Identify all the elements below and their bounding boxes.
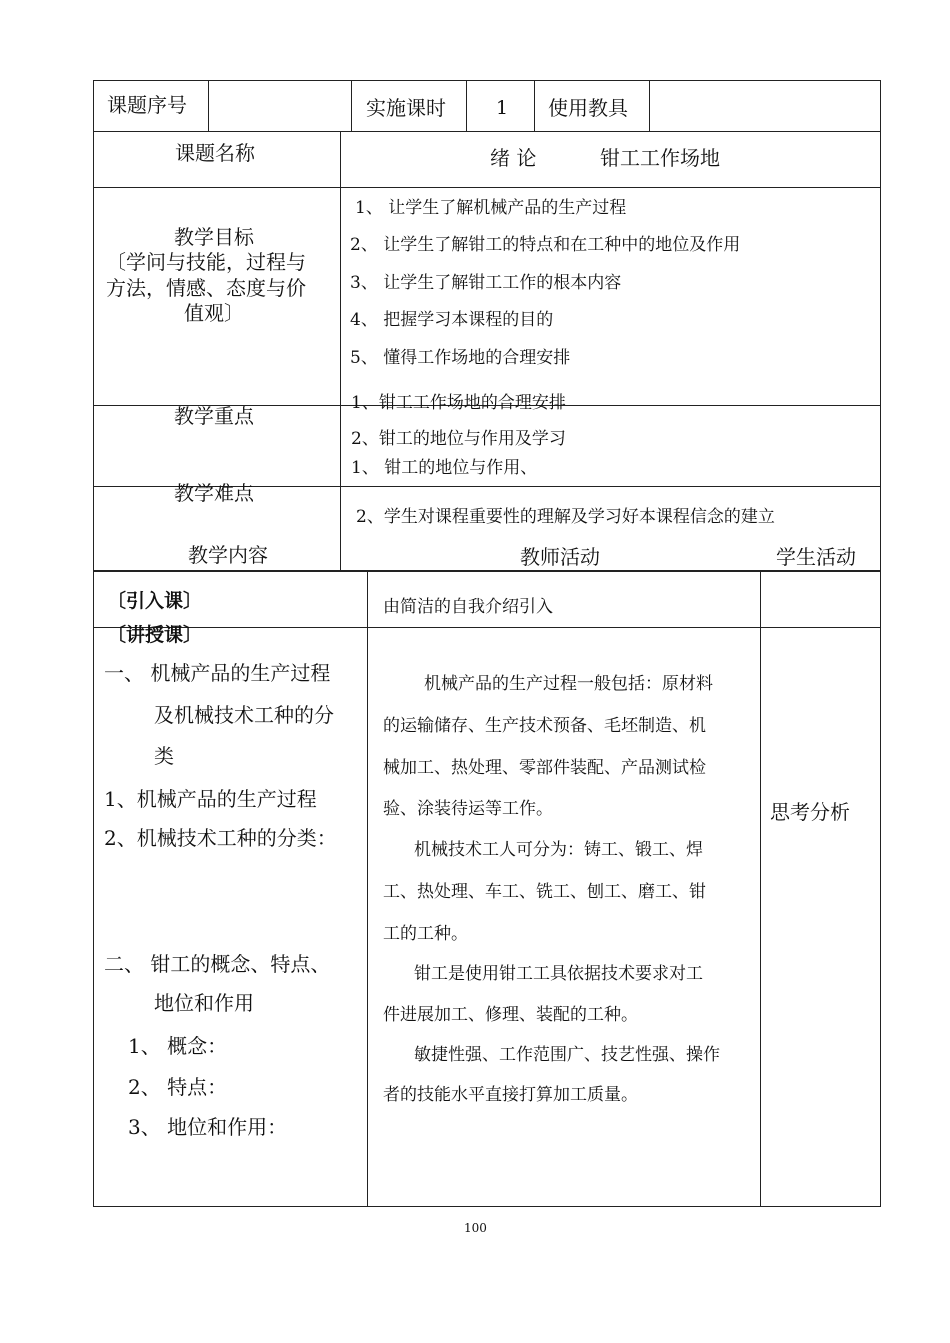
table-border (93, 1206, 881, 1207)
lecture-teacher-line: 机械产品的生产过程一般包括：原材料 (424, 674, 713, 694)
lecture-teacher-line: 工的工种。 (383, 924, 468, 944)
objective-item: 2、 让学生了解钳工的特点和在工种中的地位及作用 (350, 235, 741, 255)
difficulty-item: 2、学生对课程重要性的理解及学习好本课程信念的建立 (356, 507, 775, 527)
lecture-outline-line: 二、 钳工的概念、特点、 (104, 952, 331, 976)
lecture-teacher-line: 件进展加工、修理、装配的工种。 (383, 1005, 638, 1025)
table-border (880, 80, 881, 1207)
difficulties-label: 教学难点 (174, 481, 254, 505)
table-border (534, 80, 535, 131)
table-border (351, 80, 352, 131)
objective-item: 3、 让学生了解钳工工作的根本内容 (350, 273, 622, 293)
lecture-label: 〔讲授课〕 (107, 624, 203, 646)
objective-item: 5、 懂得工作场地的合理安排 (350, 348, 571, 368)
lecture-teacher-line: 敏捷性强、工作范围广、技艺性强、操作 (414, 1045, 720, 1065)
lecture-outline-line: 2、机械技术工种的分类： (104, 826, 337, 850)
lecture-teacher-line: 者的技能水平直接打算加工质量。 (383, 1085, 638, 1105)
page-number: 100 (464, 1221, 487, 1235)
table-border (93, 187, 881, 188)
table-border (340, 131, 341, 571)
key-points-label: 教学重点 (174, 404, 254, 428)
content-column-header: 教学内容 (188, 543, 268, 567)
intro-teacher-text: 由简洁的自我介绍引入 (383, 597, 553, 617)
lecture-outline-line: 及机械技术工种的分 (154, 703, 334, 727)
key-point-item: 2、钳工的地位与作用及学习 (351, 429, 566, 449)
difficulty-item: 1、 钳工的地位与作用、 (351, 458, 538, 478)
lecture-teacher-line: 机械技术工人可分为：铸工、锻工、焊 (414, 840, 703, 860)
objectives-label-line2: 〔学问与技能，过程与 (106, 250, 306, 274)
table-border (93, 131, 881, 132)
lesson-title-label: 课题名称 (175, 141, 255, 165)
table-border (208, 80, 209, 131)
table-border (93, 80, 94, 1207)
lecture-outline-line: 一、 机械产品的生产过程 (104, 661, 331, 685)
lesson-title-part1: 绪 论 (490, 146, 537, 170)
lecture-teacher-line: 验、涂装待运等工作。 (383, 799, 553, 819)
table-border (93, 627, 881, 628)
table-border (367, 571, 368, 1207)
lecture-teacher-line: 械加工、热处理、零部件装配、产品测试检 (383, 758, 706, 778)
lecture-teacher-line: 钳工是使用钳工工具依据技术要求对工 (414, 964, 703, 984)
class-hours-label: 实施课时 (366, 96, 446, 120)
lecture-outline-line: 类 (154, 744, 174, 768)
objectives-label-line3: 方法，情感、态度与价 (106, 276, 306, 300)
lecture-outline-line: 1、机械产品的生产过程 (104, 787, 317, 811)
lecture-outline-line: 2、 特点： (128, 1075, 228, 1099)
key-point-item: 1、钳工工作场地的合理安排 (351, 393, 566, 413)
lecture-outline-line: 3、 地位和作用： (128, 1115, 288, 1139)
table-border (93, 80, 881, 81)
student-column-header: 学生活动 (776, 545, 856, 569)
teaching-tools-label: 使用教具 (548, 96, 628, 120)
table-border (760, 571, 761, 1207)
objectives-label: 教学目标 (174, 225, 254, 249)
lesson-title-part2: 钳工工作场地 (600, 146, 720, 170)
intro-label: 〔引入课〕 (107, 590, 203, 612)
teacher-column-header: 教师活动 (520, 545, 600, 569)
lecture-student-activity: 思考分析 (770, 800, 850, 824)
lecture-teacher-line: 工、热处理、车工、铣工、刨工、磨工、钳 (383, 882, 706, 902)
table-border (649, 80, 650, 131)
objectives-label-line4: 值观〕 (184, 301, 244, 325)
class-hours-value: 1 (496, 97, 509, 119)
table-border (93, 570, 881, 572)
lesson-number-label: 课题序号 (107, 93, 187, 117)
lecture-outline-line: 地位和作用 (154, 991, 254, 1015)
objective-item: 4、 把握学习本课程的目的 (350, 310, 554, 330)
lecture-outline-line: 1、 概念： (128, 1034, 228, 1058)
objective-item: 1、 让学生了解机械产品的生产过程 (355, 198, 627, 218)
lecture-teacher-line: 的运输储存、生产技术预备、毛坯制造、机 (383, 716, 706, 736)
table-border (466, 80, 467, 131)
